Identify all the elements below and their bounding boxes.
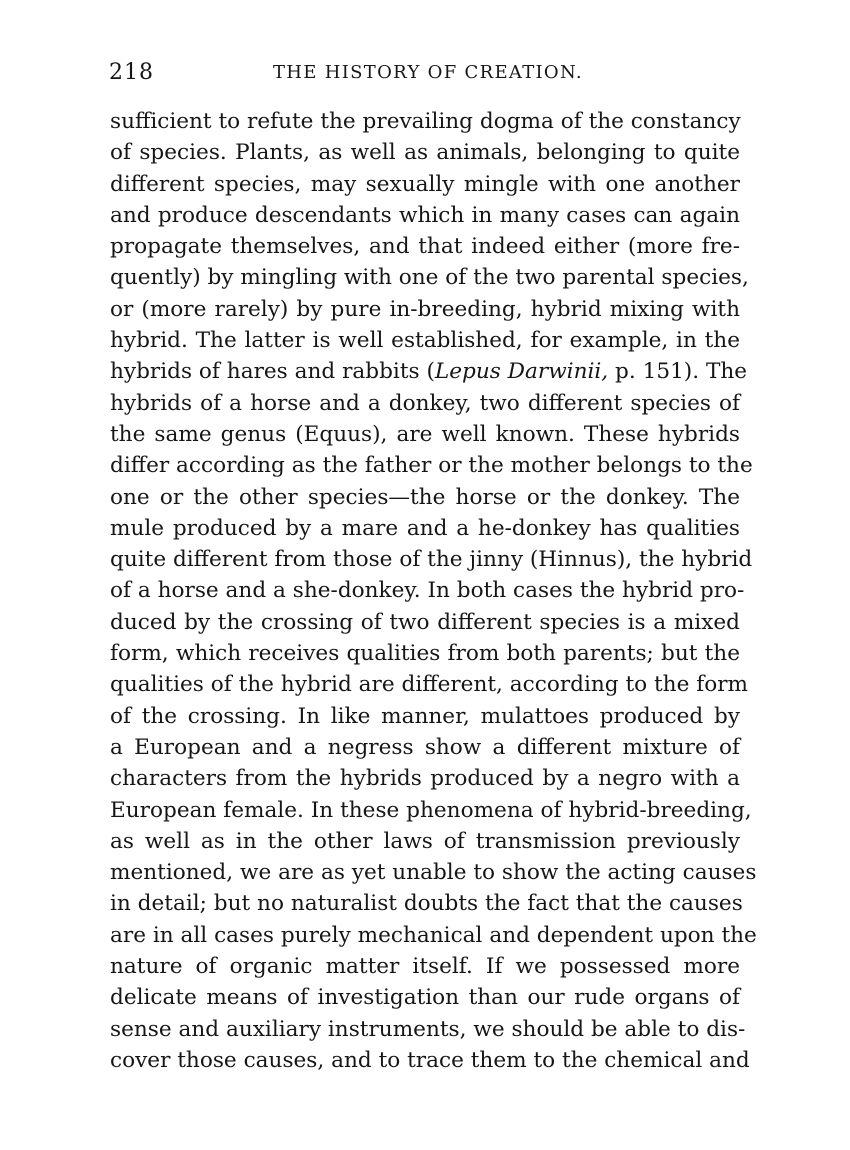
text-line: or (more rarely) by pure in-breeding, hybrid mixing with bbox=[110, 296, 740, 322]
text-line: hybrid. The latter is well established, for example, in the bbox=[110, 328, 740, 354]
body-text bbox=[110, 106, 757, 1076]
text-segment: p. 151). The bbox=[608, 359, 748, 385]
text-segment: hybrids of hares and rabbits ( bbox=[110, 359, 435, 385]
text-line: quite different from those of the jinny (Hinnus), the hybrid bbox=[110, 547, 753, 573]
page-number: 218 bbox=[109, 60, 154, 85]
text-line: in detail; but no naturalist doubts the fact that the causes bbox=[110, 891, 743, 917]
text-line: European female. In these phenomena of hybrid-breeding, bbox=[110, 797, 752, 823]
text-line: one or the other species—the horse or the donkey. The bbox=[110, 484, 740, 510]
text-line: of a horse and a she-donkey. In both cases the hybrid pro- bbox=[110, 578, 745, 604]
text-line: different species, may sexually mingle with one another bbox=[110, 171, 740, 197]
text-line: hybrids of a horse and a donkey, two different species of bbox=[110, 390, 740, 416]
text-line: cover those causes, and to trace them to the chemical and bbox=[110, 1047, 750, 1073]
text-line: the same genus (Equus), are well known. These hybrids bbox=[110, 421, 740, 447]
text-line: differ according as the father or the mother belongs to the bbox=[110, 453, 753, 479]
running-head bbox=[109, 60, 745, 90]
text-line: qualities of the hybrid are different, according to the form bbox=[110, 672, 749, 698]
text-line: delicate means of investigation than our rude organs of bbox=[110, 985, 740, 1011]
text-line: mule produced by a mare and a he-donkey has qualities bbox=[110, 515, 740, 541]
text-line: sufficient to refute the prevailing dogma of the constancy bbox=[110, 109, 741, 134]
text-line: of species. Plants, as well as animals, belonging to quite bbox=[110, 140, 740, 166]
text-line-with-italic bbox=[110, 356, 748, 387]
text-line: quently) by mingling with one of the two parental species, bbox=[110, 265, 749, 291]
text-line: of the crossing. In like manner, mulattoes produced by bbox=[110, 703, 740, 729]
text-line: form, which receives qualities from both parents; but the bbox=[110, 641, 740, 667]
text-line: as well as in the other laws of transmission previously bbox=[110, 828, 740, 854]
text-line: are in all cases purely mechanical and dependent upon the bbox=[110, 922, 757, 948]
text-line: a European and a negress show a different mixture of bbox=[110, 734, 740, 760]
text-line: characters from the hybrids produced by a negro with a bbox=[110, 766, 740, 792]
text-line: and produce descendants which in many cases can again bbox=[110, 202, 740, 228]
text-line: propagate themselves, and that indeed either (more fre- bbox=[110, 234, 740, 260]
text-line: nature of organic matter itself. If we possessed more bbox=[110, 954, 740, 980]
running-title: THE HISTORY OF CREATION. bbox=[273, 62, 583, 83]
text-line: duced by the crossing of two different species is a mixed bbox=[110, 609, 740, 635]
text-line: sense and auxiliary instruments, we should be able to dis- bbox=[110, 1016, 746, 1042]
italic-species-name: Lepus Darwinii, bbox=[434, 359, 609, 385]
text-line: mentioned, we are as yet unable to show the acting causes bbox=[110, 860, 757, 886]
